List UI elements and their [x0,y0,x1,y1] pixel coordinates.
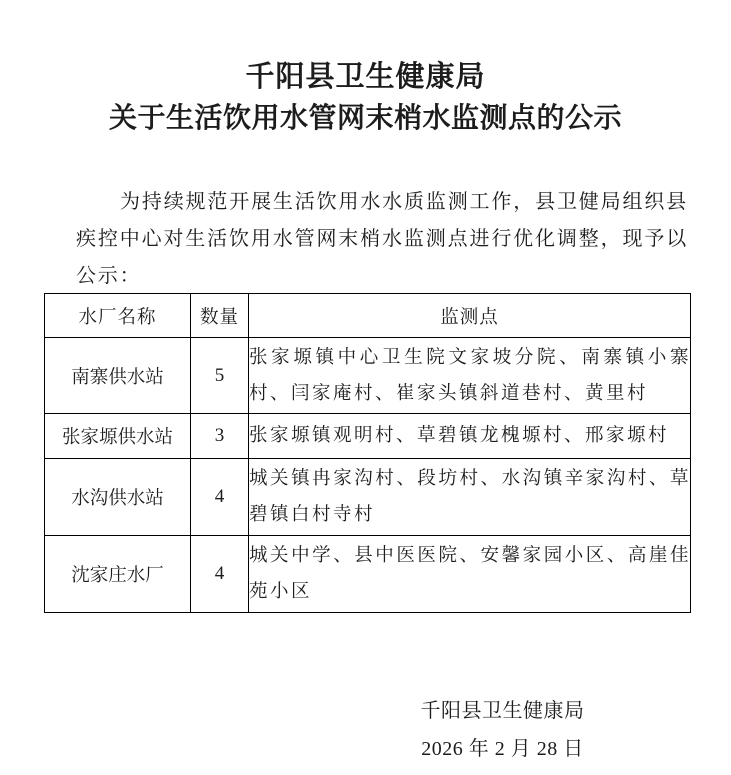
table-row [45,459,691,536]
count-cell: 3 [191,414,249,459]
points-line: 苑小区 [249,582,313,602]
plant-name-cell: 沈家庄水厂 [45,536,191,613]
table-row [45,414,691,459]
points-line: 城关中学、县中医医院、安馨家园小区、高崖佳 [249,546,690,566]
footer-date: 2026 年 2 月 28 日 [421,738,584,760]
points-line: 城关镇冉家沟村、段坊村、水沟镇辛家沟村、草 [249,469,690,489]
header-count: 数量 [191,294,249,338]
plant-name-cell: 水沟供水站 [45,459,191,536]
monitoring-points-cell [249,414,691,459]
document-title [0,56,731,140]
title-line-2: 关于生活饮用水管网末梢水监测点的公示 [108,103,622,134]
points-line: 村、闫家庵村、崔家头镇斜道巷村、黄里村 [249,383,649,404]
paragraph-line-3: 公示： [76,265,142,287]
points-line: 碧镇白村寺村 [249,505,376,525]
plant-name-cell: 张家塬供水站 [45,414,191,459]
paragraph-line-1: 为持续规范开展生活饮用水水质监测工作，县卫健局组织县 [120,191,688,213]
signature-block [360,692,645,768]
monitoring-points-table [44,293,691,613]
intro-paragraph [76,184,688,295]
header-plant-name: 水厂名称 [45,294,191,338]
count-cell: 4 [191,459,249,536]
table-header-row [45,294,691,338]
paragraph-line-2: 疾控中心对生活饮用水管网末梢水监测点进行优化调整，现予以 [76,228,688,250]
plant-name-cell: 南寨供水站 [45,338,191,414]
count-cell: 5 [191,338,249,414]
table-row [45,536,691,613]
title-line-1: 千阳县卫生健康局 [245,61,486,93]
points-line: 张家塬镇中心卫生院文家坡分院、南寨镇小寨 [249,347,690,368]
points-line: 张家塬镇观明村、草碧镇龙槐塬村、邢家塬村 [249,426,670,446]
table-row [45,338,691,414]
footer-organization: 千阳县卫生健康局 [420,700,585,722]
monitoring-points-cell [249,338,691,414]
monitoring-points-cell [249,536,691,613]
count-cell: 4 [191,536,249,613]
header-monitoring-points: 监测点 [249,294,691,338]
monitoring-points-cell [249,459,691,536]
